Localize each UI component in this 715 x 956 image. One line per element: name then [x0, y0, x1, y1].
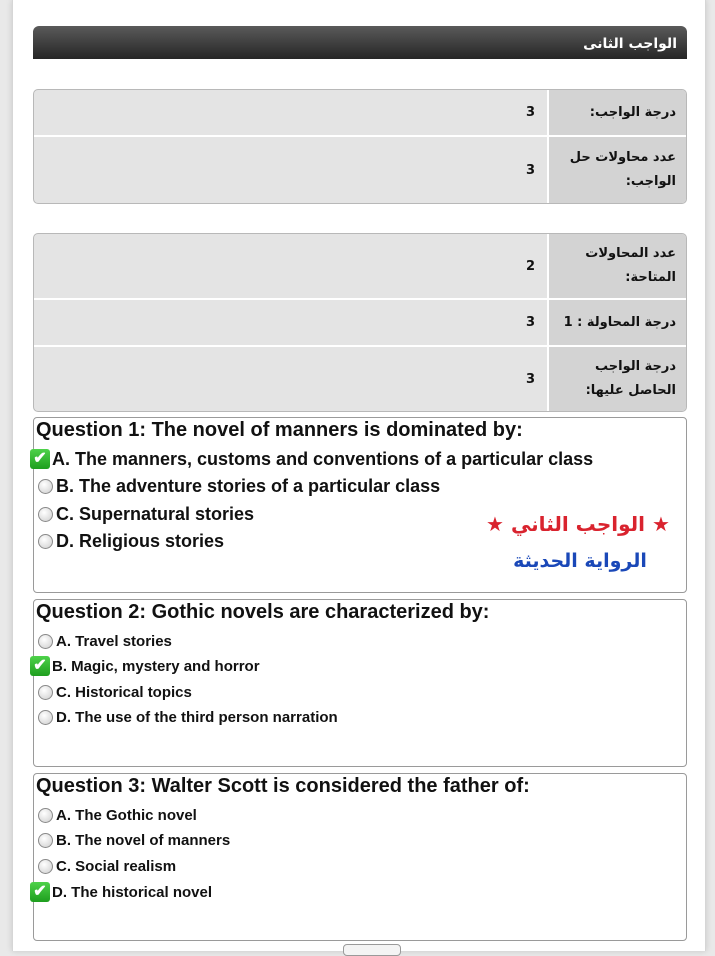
option-text: B. The adventure stories of a particular class [56, 475, 441, 496]
question-title: Question 1: The novel of manners is dominated by: [36, 419, 523, 441]
option-text: A. Travel stories [56, 632, 172, 650]
page [12, 0, 706, 951]
submit-button[interactable] [343, 944, 401, 956]
assignment-info-table [33, 89, 687, 204]
assignment-title: الواجب الثانى [583, 36, 677, 52]
option-b[interactable] [38, 829, 230, 851]
green-check-icon: ✔ [30, 882, 50, 902]
info-row [34, 137, 686, 203]
info-label: درجة المحاولة : 1 [547, 300, 686, 345]
info-value: 2 [525, 258, 535, 274]
option-text: C. Social realism [56, 857, 177, 875]
radio-icon[interactable] [38, 479, 53, 494]
question-title: Question 2: Gothic novels are characterized by: [36, 601, 490, 623]
info-label: عدد المحاولات المتاحة: [547, 234, 686, 298]
option-text: C. Historical topics [56, 683, 192, 701]
radio-icon[interactable] [38, 808, 53, 823]
option-d[interactable] [38, 530, 224, 552]
assignment-title-bar [33, 26, 687, 59]
option-d[interactable] [33, 881, 213, 903]
option-text: D. Religious stories [56, 530, 225, 551]
option-text: C. Supernatural stories [56, 503, 255, 524]
info-value: 3 [525, 162, 535, 178]
option-c[interactable] [38, 855, 176, 877]
option-text: B. The novel of manners [56, 831, 231, 849]
radio-icon[interactable] [38, 859, 53, 874]
question-2 [33, 599, 687, 767]
option-d[interactable] [38, 706, 338, 728]
option-b[interactable] [38, 475, 440, 497]
radio-icon[interactable] [38, 634, 53, 649]
info-row [34, 234, 686, 300]
info-row [34, 347, 686, 411]
stamp-subtitle: الرواية الحديثة [513, 550, 647, 572]
info-value: 3 [525, 371, 535, 387]
question-3 [33, 773, 687, 941]
option-b[interactable] [33, 655, 260, 677]
radio-icon[interactable] [38, 507, 53, 522]
radio-icon[interactable] [38, 833, 53, 848]
option-text: B. Magic, mystery and horror [52, 657, 260, 675]
option-text: D. The historical novel [52, 883, 213, 901]
info-row [34, 90, 686, 137]
info-value: 3 [525, 315, 535, 330]
stamp-title: ★ الواجب الثاني ★ [486, 512, 670, 536]
info-label: درجة الواجب الحاصل عليها: [547, 347, 686, 411]
option-text: A. The manners, customs and conventions of a particular class [52, 448, 594, 469]
option-c[interactable] [38, 681, 192, 703]
attempt-info-table [33, 233, 687, 412]
option-a[interactable] [38, 630, 172, 652]
info-label: عدد محاولات حل الواجب: [547, 137, 686, 203]
option-text: D. The use of the third person narration [56, 708, 338, 726]
option-text: A. The Gothic novel [56, 806, 197, 824]
question-title: Question 3: Walter Scott is considered the father of: [36, 775, 530, 797]
option-a[interactable] [38, 804, 197, 826]
radio-icon[interactable] [38, 685, 53, 700]
info-label: درجة الواجب: [547, 90, 686, 135]
option-a[interactable] [33, 448, 594, 470]
green-check-icon: ✔ [30, 656, 50, 676]
radio-icon[interactable] [38, 534, 53, 549]
green-check-icon: ✔ [30, 449, 50, 469]
option-c[interactable] [38, 503, 254, 525]
info-row [34, 300, 686, 347]
radio-icon[interactable] [38, 710, 53, 725]
info-value: 3 [525, 105, 535, 120]
